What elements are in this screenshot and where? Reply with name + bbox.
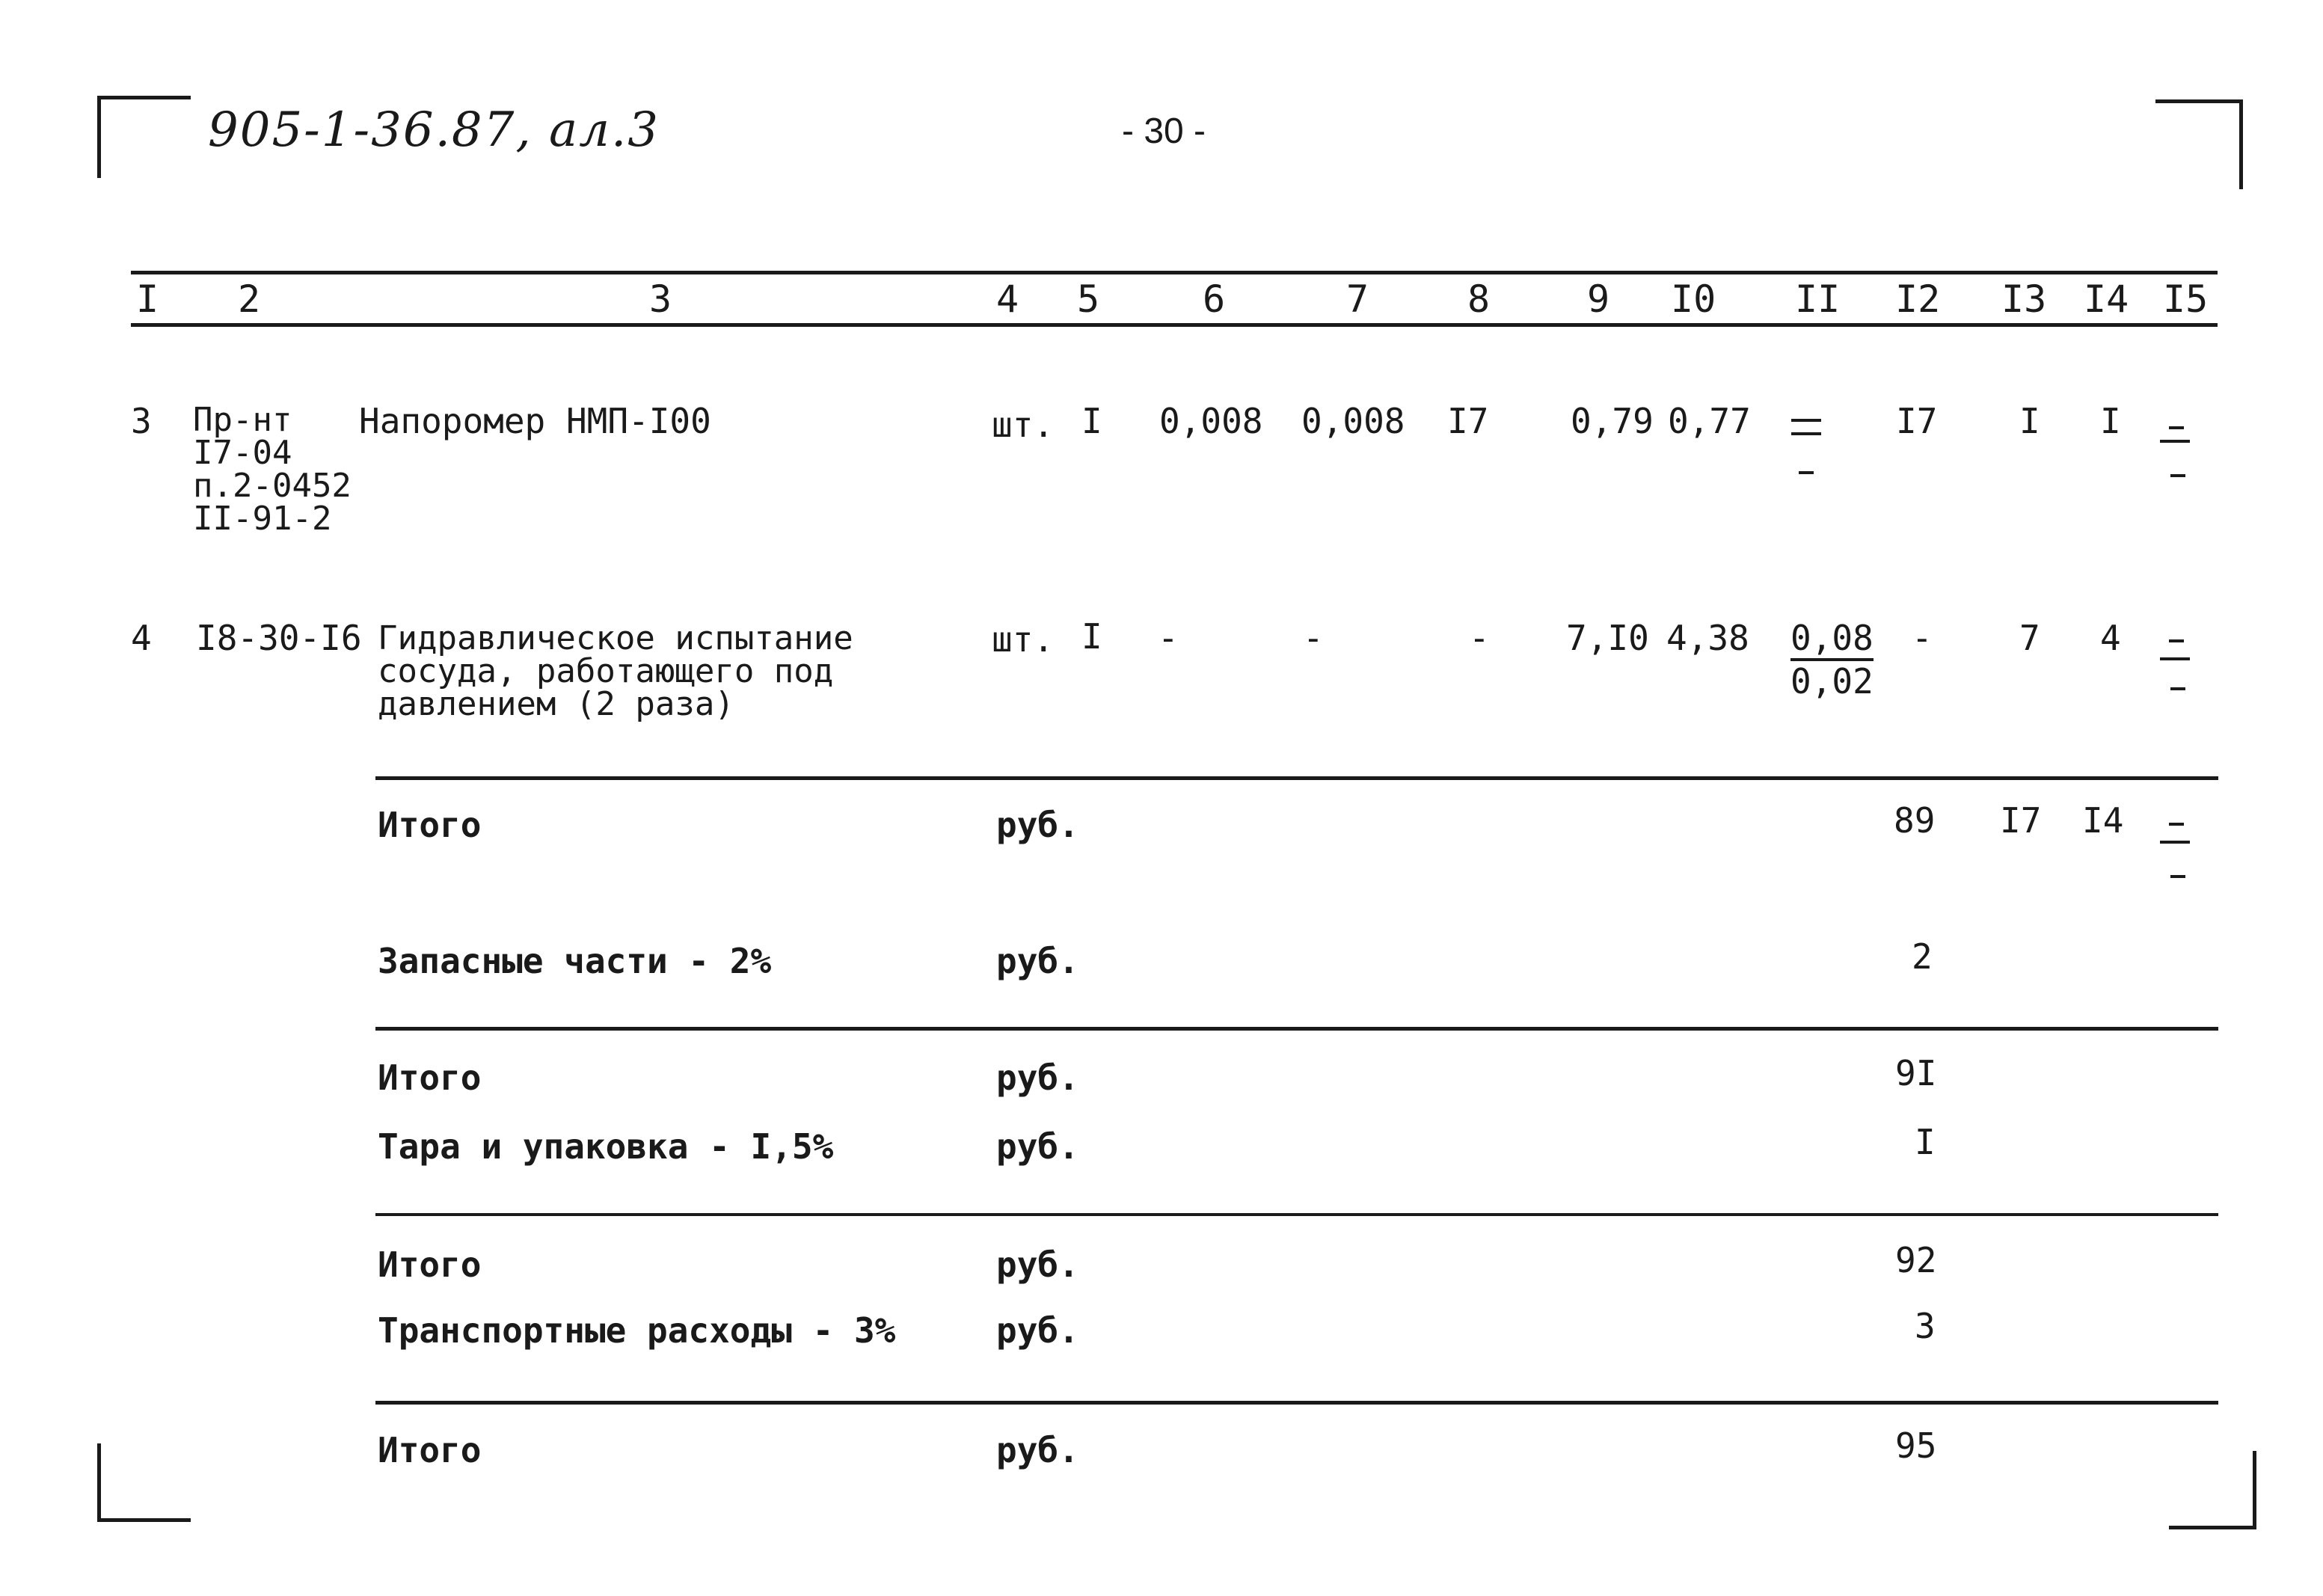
column-header-13: I3 — [2001, 277, 2047, 321]
document-code: 905-1-36.87, ал.3 — [208, 102, 660, 158]
summary-label: Итого — [378, 805, 482, 845]
summary-rule — [375, 1401, 2218, 1405]
column-header-4: 4 — [996, 277, 1019, 321]
row-col10: 0,77 — [1668, 401, 1751, 441]
summary-rule — [375, 1213, 2218, 1216]
row-code-line: п.2-0452 — [193, 467, 352, 505]
row-col12: - — [1912, 618, 1933, 658]
row-col11-dashes — [1791, 419, 1821, 479]
row-col14: 4 — [2100, 618, 2121, 658]
summary-unit: руб. — [996, 1244, 1079, 1285]
column-header-7: 7 — [1346, 277, 1369, 321]
column-header-14: I4 — [2084, 277, 2129, 321]
row-col7: 0,008 — [1301, 401, 1405, 441]
summary-col12: 3 — [1915, 1306, 1936, 1346]
summary-label: Итого — [378, 1058, 482, 1098]
row-col7: - — [1303, 618, 1324, 658]
row-code-line: II-91-2 — [193, 500, 332, 538]
row-unit: шт. — [992, 619, 1055, 660]
row-code-line: I7-04 — [193, 434, 292, 472]
column-header-11: II — [1795, 277, 1841, 321]
page-number: - 30 - — [1122, 111, 1206, 151]
summary-col12: 92 — [1895, 1240, 1937, 1280]
row-qty: I — [1081, 401, 1102, 441]
row-number: 4 — [131, 618, 152, 658]
frame-corner-top-left — [97, 96, 191, 178]
row-col9: 7,I0 — [1566, 618, 1649, 658]
column-header-9: 9 — [1587, 277, 1610, 321]
summary-label: Тара и упаковка - I,5% — [378, 1126, 834, 1167]
row-col10: 4,38 — [1666, 618, 1749, 658]
row-col6: - — [1158, 618, 1179, 658]
row-name: Напоромер НМП-I00 — [359, 401, 711, 441]
row-col8: I7 — [1447, 401, 1489, 441]
column-header-8: 8 — [1467, 277, 1491, 321]
row-col15-dashes — [2160, 639, 2190, 699]
column-header-2: 2 — [238, 277, 261, 321]
column-header-10: I0 — [1671, 277, 1716, 321]
row-name-line: Гидравлическое испытание — [378, 619, 853, 657]
table-header-top-rule — [131, 271, 2218, 274]
summary-unit: руб. — [996, 1126, 1079, 1167]
summary-label: Запасные части - 2% — [378, 941, 772, 981]
column-header-3: 3 — [649, 277, 672, 321]
column-header-1: I — [136, 277, 159, 321]
row-col11-numerator: 0,08 — [1790, 621, 1874, 661]
row-number: 3 — [131, 401, 152, 441]
row-col14: I — [2100, 401, 2121, 441]
summary-col12: 89 — [1894, 800, 1936, 841]
summary-unit: руб. — [996, 1430, 1079, 1470]
row-col12: I7 — [1896, 401, 1938, 441]
frame-corner-top-right — [2155, 99, 2243, 189]
row-qty: I — [1081, 616, 1102, 657]
summary-unit: руб. — [996, 1058, 1079, 1098]
summary-label: Транспортные расходы - 3% — [378, 1310, 896, 1351]
summary-unit: руб. — [996, 1310, 1079, 1351]
summary-col12: I — [1915, 1122, 1936, 1162]
row-name-line: сосуда, работающего под — [378, 652, 834, 690]
column-header-15: I5 — [2163, 277, 2209, 321]
column-header-12: I2 — [1895, 277, 1941, 321]
row-col13: I — [2019, 401, 2040, 441]
summary-col12: 2 — [1912, 936, 1933, 977]
summary-col12: 95 — [1895, 1425, 1937, 1466]
column-header-6: 6 — [1203, 277, 1226, 321]
frame-corner-bottom-left — [97, 1443, 191, 1522]
summary-label: Итого — [378, 1430, 482, 1470]
summary-col12: 9I — [1895, 1053, 1937, 1093]
row-code-line: I8-30-I6 — [196, 618, 362, 658]
row-col8: - — [1469, 618, 1490, 658]
summary-rule — [375, 1027, 2218, 1031]
row-col11-denominator: 0,02 — [1790, 661, 1874, 702]
summary-col15-dashes — [2160, 823, 2190, 883]
summary-col13: I7 — [2000, 800, 2042, 841]
summary-label: Итого — [378, 1244, 482, 1285]
row-unit: шт. — [992, 405, 1055, 445]
row-code-line: Пр-нт — [193, 401, 292, 439]
row-col11-fraction — [1790, 618, 1874, 702]
row-col9: 0,79 — [1571, 401, 1654, 441]
row-name-line: давлением (2 раза) — [378, 685, 734, 723]
summary-unit: руб. — [996, 941, 1079, 981]
summary-col14: I4 — [2082, 800, 2124, 841]
summary-rule — [375, 776, 2218, 780]
row-col13: 7 — [2019, 618, 2040, 658]
column-header-5: 5 — [1077, 277, 1100, 321]
summary-unit: руб. — [996, 805, 1079, 845]
row-col6: 0,008 — [1159, 401, 1263, 441]
row-col15-dashes — [2160, 426, 2190, 486]
table-header-bottom-rule — [131, 323, 2218, 327]
frame-corner-bottom-right — [2169, 1451, 2256, 1529]
